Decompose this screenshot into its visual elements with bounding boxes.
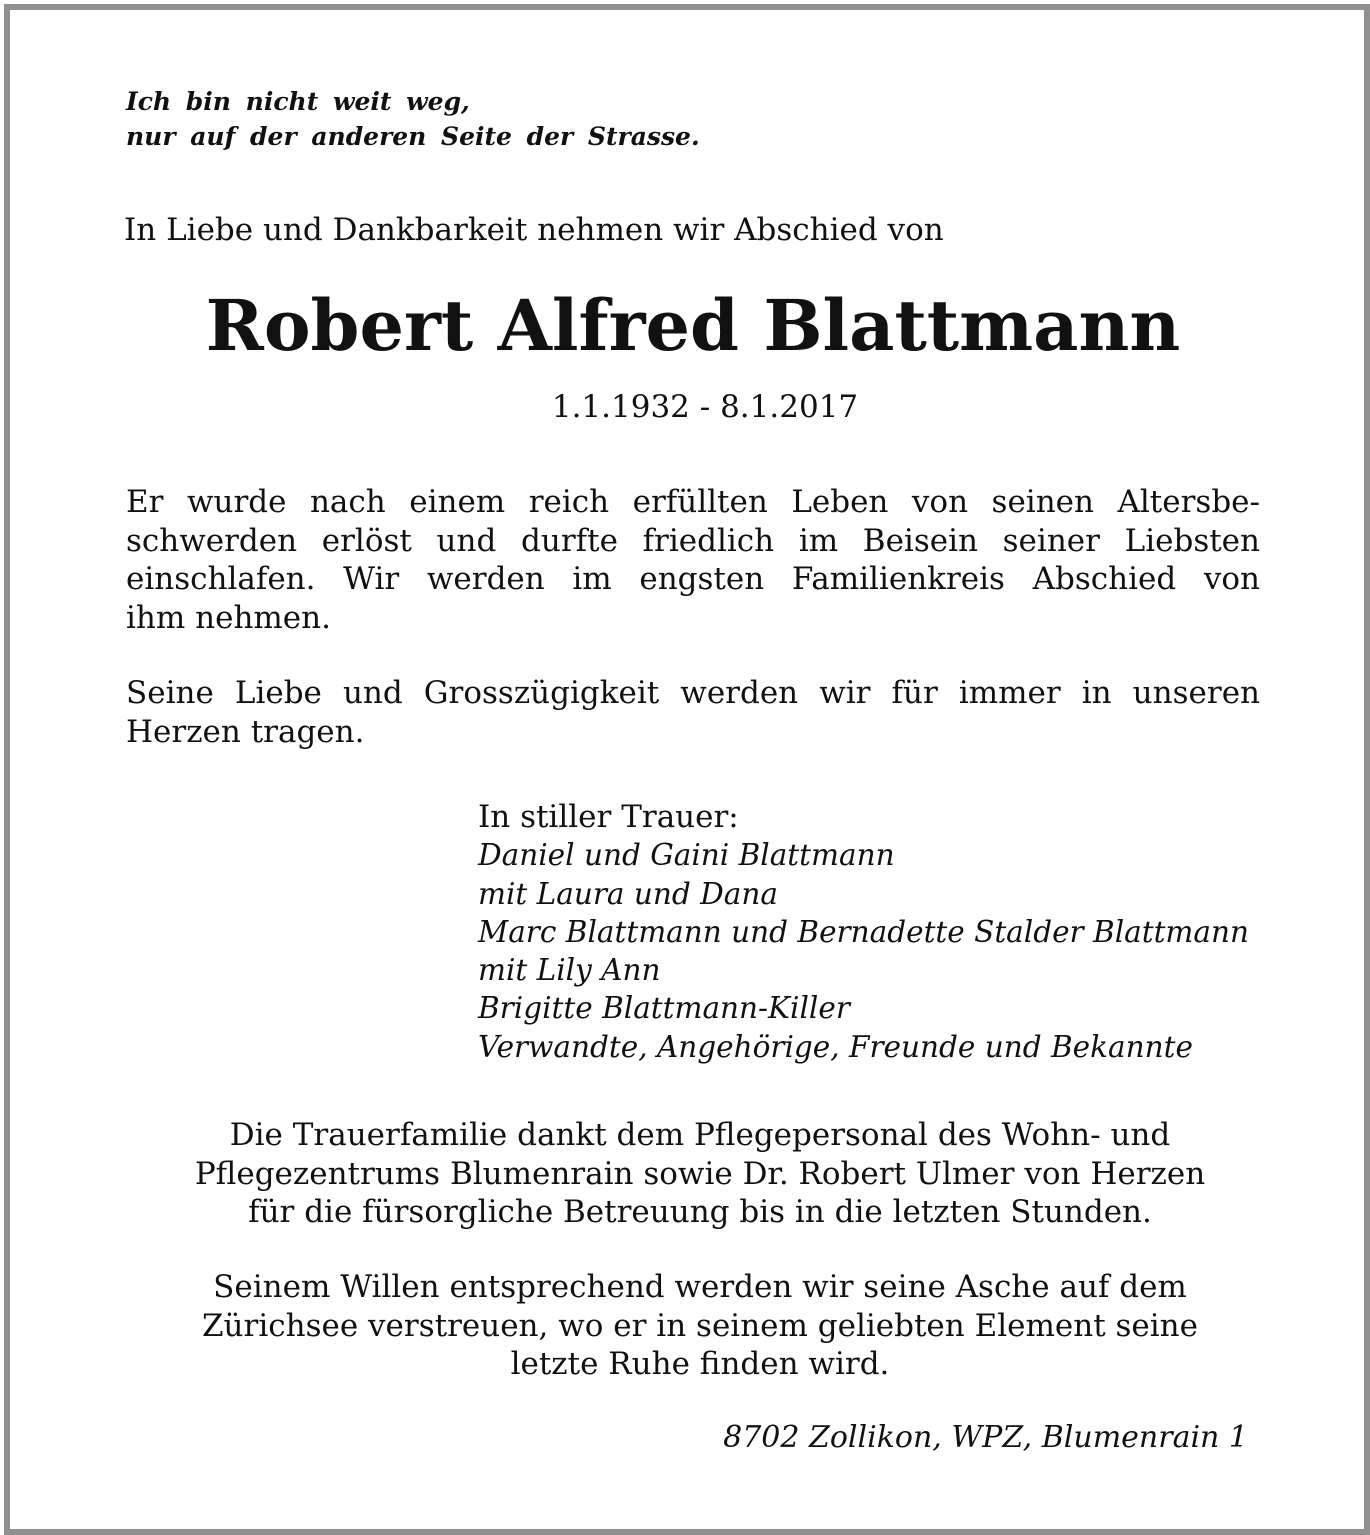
paragraph-life-line: schwerden erlöst und durfte friedlich im Beisein seiner Liebsten (126, 522, 1260, 559)
mourner-name: Marc Blattmann und Bernadette Stalder Blattmann (478, 914, 1249, 949)
mourner-name: Brigitte Blattmann-Killer (478, 991, 850, 1026)
paragraph-love (126, 674, 1260, 751)
thanks-line: Pflegezentrums Blumenrain sowie Dr. Robert Ulmer von Herzen (194, 1155, 1206, 1192)
paragraph-life-line: Er wurde nach einem reich erfüllten Leben von seinen Altersbe- (126, 484, 1260, 520)
obituary-frame (4, 4, 1370, 1535)
motto-line-2: nur auf der anderen Seite der Strasse. (126, 122, 700, 151)
mourner-name: Daniel und Gaini Blattmann (478, 838, 895, 873)
ashes-paragraph (10, 1268, 1370, 1384)
ashes-line: Zürichsee verstreuen, wo er in seinem geliebten Element seine (202, 1307, 1198, 1344)
mourner-name: mit Laura und Dana (478, 876, 778, 911)
thanks-line: für die fürsorgliche Betreuung bis in die letzten Stunden. (248, 1194, 1152, 1230)
life-dates: 1.1.1932 - 8.1.2017 (551, 389, 859, 425)
thanks-paragraph (10, 1116, 1370, 1232)
address: 8702 Zollikon, WPZ, Blumenrain 1 (723, 1420, 1248, 1455)
deceased-name: Robert Alfred Blattmann (205, 284, 1181, 367)
mourner-name: mit Lily Ann (478, 953, 661, 988)
mourners-lead: In stiller Trauer: (478, 799, 739, 835)
ashes-line: Seinem Willen entsprechend werden wir seine Asche auf dem (213, 1269, 1187, 1305)
paragraph-life (126, 483, 1260, 637)
paragraph-love-line: Seine Liebe und Grosszügigkeit werden wir für immer in unseren (126, 675, 1260, 711)
mourners-list (478, 798, 1249, 1066)
paragraph-life-line: einschlafen. Wir werden im engsten Familienkreis Abschied von (126, 561, 1260, 597)
paragraph-love-line: Herzen tragen. (126, 713, 365, 750)
ashes-line: letzte Ruhe finden wird. (510, 1346, 890, 1382)
paragraph-life-line: ihm nehmen. (126, 599, 331, 636)
intro-text: In Liebe und Dankbarkeit nehmen wir Abschied von (124, 212, 944, 248)
motto-quote (126, 84, 700, 154)
thanks-line: Die Trauerfamilie dankt dem Pflegepersonal des Wohn- und (229, 1117, 1171, 1153)
motto-line-1: Ich bin nicht weit weg, (126, 87, 470, 116)
mourner-name: Verwandte, Angehörige, Freunde und Bekannte (478, 1029, 1193, 1064)
